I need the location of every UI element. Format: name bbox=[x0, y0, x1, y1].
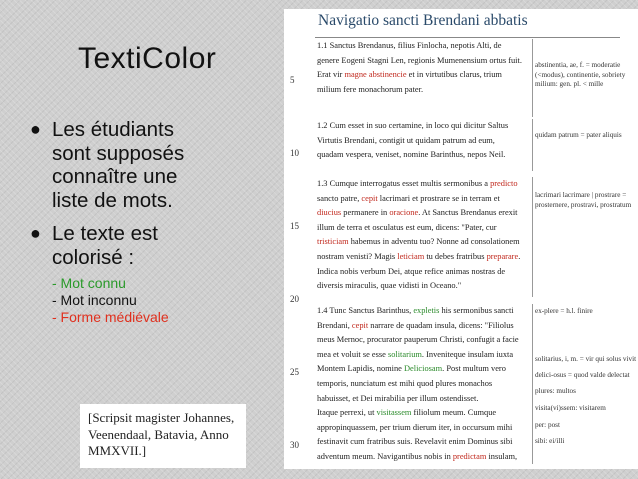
latin-line bbox=[317, 119, 532, 134]
known-word: solitarium bbox=[387, 349, 422, 359]
text-segment: . Post multum vero bbox=[442, 364, 506, 374]
known-word: Deliciosam bbox=[404, 364, 443, 374]
latin-line bbox=[317, 304, 532, 319]
margin-rule bbox=[532, 39, 533, 117]
text-segment: sancto patre, bbox=[317, 193, 362, 203]
bullet-line: sont supposés bbox=[52, 141, 185, 165]
text-segment: meus Mernoc, procurator pauperum Christi, confugit a facie bbox=[317, 335, 519, 345]
text-segment: appropinquassem, per trium dierum iter, in occursum mihi bbox=[317, 422, 513, 432]
latin-line bbox=[317, 362, 532, 377]
gloss-line: quidam patrum = pater aliquis bbox=[535, 131, 622, 139]
margin-gloss bbox=[535, 191, 635, 210]
medieval-form-word: cepit bbox=[351, 320, 369, 330]
bullet-line: Le texte est bbox=[52, 222, 158, 245]
latin-line bbox=[317, 68, 532, 83]
legend-medieval-form: - Forme médiévale bbox=[52, 309, 169, 325]
medieval-form-word: diucius bbox=[317, 208, 342, 218]
text-segment: mea et voluit se esse bbox=[317, 349, 388, 359]
document-page bbox=[284, 9, 638, 469]
text-segment: temporis, nunciatum est mihi quod plures monachos bbox=[317, 378, 493, 388]
text-segment: festinavit cum fratribus suis. Revelavit enim Dominus sibi bbox=[317, 437, 513, 447]
text-segment: narrare de quadam insula, dicens: "Filiolus bbox=[368, 320, 514, 330]
text-segment: habuisset, et Dei mirabilia per illum ostendisset. bbox=[317, 393, 479, 403]
latin-line bbox=[317, 134, 532, 149]
text-segment: illum de terra et osculatus est eum, dicens: "Pater, cur bbox=[317, 222, 497, 232]
latin-line bbox=[317, 221, 532, 236]
latin-line bbox=[317, 435, 532, 450]
latin-paragraph bbox=[317, 39, 532, 97]
text-segment: Erat vir bbox=[317, 70, 345, 80]
latin-line bbox=[317, 450, 532, 465]
text-segment: genere Eogeni Stagni Len, regionis Mumenensium ortus fuit. bbox=[317, 55, 522, 65]
gloss-line: plures: multos bbox=[535, 387, 576, 395]
latin-line bbox=[317, 192, 532, 207]
latin-line bbox=[317, 177, 532, 192]
text-segment: insulam, bbox=[486, 451, 518, 461]
gloss-line: sibi: ei/illi bbox=[535, 437, 565, 445]
line-number: 15 bbox=[290, 221, 299, 231]
text-segment: adventum meum. Navigantibus nobis in bbox=[317, 451, 453, 461]
latin-line bbox=[317, 250, 532, 265]
text-segment: 1.2 Cum esset in suo certamine, in loco qui dicitur Saltus bbox=[317, 121, 509, 130]
text-segment: 1.3 Cumque interrogatus esset multis sermonibus a bbox=[317, 179, 491, 188]
line-number: 25 bbox=[290, 367, 299, 377]
latin-line bbox=[317, 54, 532, 69]
latin-line bbox=[317, 83, 532, 98]
gloss-line: solitarius, i, m. = vir qui solus vivit bbox=[535, 355, 637, 363]
latin-paragraph bbox=[317, 304, 532, 465]
margin-gloss bbox=[535, 404, 635, 414]
document-title: Navigatio sancti Brendani abbatis bbox=[318, 12, 528, 29]
line-number: 5 bbox=[290, 75, 295, 85]
bullet-line: Les étudiants bbox=[52, 118, 174, 141]
text-segment: tu debes fratribus bbox=[424, 251, 487, 261]
text-segment: Brendani, bbox=[317, 320, 352, 330]
text-segment: nostram venisti? Magis bbox=[317, 251, 398, 261]
latin-line bbox=[317, 319, 532, 334]
bullet-dot-icon: ● bbox=[30, 119, 41, 139]
text-segment: Montem Lapidis, nomine bbox=[317, 364, 404, 374]
margin-gloss bbox=[535, 371, 635, 381]
citation-line: [Scripsit magister Johannes, bbox=[88, 410, 235, 425]
line-number: 20 bbox=[290, 294, 299, 304]
text-segment: Virtutis Brendani, contigit ut quidam patrum ad eum, bbox=[317, 135, 495, 145]
line-number: 30 bbox=[290, 440, 299, 450]
margin-gloss bbox=[535, 437, 635, 447]
bullet-dot-icon: ● bbox=[30, 223, 41, 243]
latin-line bbox=[317, 348, 532, 363]
bullet-item bbox=[30, 222, 280, 326]
latin-line bbox=[317, 148, 532, 163]
line-number: 10 bbox=[290, 148, 299, 158]
latin-line bbox=[317, 279, 532, 294]
known-word: expletis bbox=[413, 306, 440, 315]
margin-rule bbox=[532, 177, 533, 297]
text-segment: . bbox=[518, 251, 521, 261]
margin-gloss bbox=[535, 307, 635, 317]
bullet-line: colorisé : bbox=[52, 245, 135, 269]
bullet-list bbox=[30, 118, 280, 326]
text-segment: . Inveniteque insulam iuxta bbox=[421, 349, 514, 359]
text-segment: diversis miraculis, quae vidisti in Oceano." bbox=[317, 281, 462, 291]
margin-gloss bbox=[535, 387, 635, 397]
text-segment: et in virtutibus clarus, trium bbox=[406, 70, 502, 80]
latin-line bbox=[317, 265, 532, 280]
slide-title: TextiColor bbox=[78, 42, 217, 75]
medieval-form-word: magne abstinencie bbox=[344, 70, 407, 80]
gloss-line: visita(vi)ssem: visitarem bbox=[535, 404, 606, 412]
legend-unknown-word: - Mot inconnu bbox=[52, 292, 137, 308]
text-segment: milium fere monachorum pater. bbox=[317, 84, 424, 94]
text-segment: permanere in bbox=[341, 208, 390, 218]
text-segment: quadam vespera, veniset, nomine Barinthus, nepos Neil. bbox=[317, 150, 506, 160]
medieval-form-word: cepit bbox=[361, 193, 378, 203]
gloss-line: prosternere, prostravi, prostratum bbox=[535, 200, 632, 209]
medieval-form-word: predictam bbox=[452, 451, 487, 461]
title-divider bbox=[315, 37, 620, 38]
margin-rule bbox=[532, 119, 533, 171]
margin-rule bbox=[532, 304, 533, 464]
text-segment: Itaque perrexi, ut bbox=[317, 408, 377, 418]
gloss-line: milium: gen. pl. < mille bbox=[535, 80, 604, 88]
gloss-line: (<modus), continentie, sobriety bbox=[535, 70, 626, 79]
medieval-form-word: leticiam bbox=[397, 251, 425, 261]
gloss-line: ex-plere = h.l. finire bbox=[535, 307, 593, 315]
known-word: visitassem bbox=[376, 408, 412, 418]
latin-paragraph bbox=[317, 119, 532, 163]
bullet-item bbox=[30, 118, 280, 212]
text-segment: his sermonibus sancti bbox=[439, 306, 514, 315]
text-segment: lacrimari et prostrare se in terram et bbox=[377, 193, 500, 203]
margin-gloss bbox=[535, 355, 635, 365]
latin-line bbox=[317, 39, 532, 54]
latin-line bbox=[317, 377, 532, 392]
text-segment: Indica nobis verbum Dei, atque refice animas nostras de bbox=[317, 266, 506, 276]
gloss-line: per: post bbox=[535, 421, 560, 429]
gloss-line: abstinentia, ae, f. = moderatie bbox=[535, 61, 621, 69]
color-legend bbox=[52, 275, 280, 326]
legend-known-word: - Mot connu bbox=[52, 275, 126, 291]
bullet-line: connaître une bbox=[52, 165, 178, 188]
latin-line bbox=[317, 406, 532, 421]
latin-line bbox=[317, 333, 532, 348]
citation-line: Veenendaal, Batavia, Anno bbox=[88, 426, 229, 442]
latin-line bbox=[317, 206, 532, 221]
margin-gloss bbox=[535, 131, 635, 141]
medieval-form-word: oracione bbox=[389, 208, 419, 218]
latin-line bbox=[317, 392, 532, 407]
latin-line bbox=[317, 421, 532, 436]
bullet-line: liste de mots. bbox=[52, 188, 173, 212]
citation-line: MMXVII.] bbox=[88, 443, 147, 458]
gloss-line: delici-osus = quod valde delectat bbox=[535, 371, 630, 379]
medieval-form-word: tristiciam bbox=[317, 237, 349, 247]
medieval-form-word: predicto bbox=[490, 179, 518, 188]
margin-gloss bbox=[535, 61, 635, 90]
gloss-line: lacrimari lacrimare | prostrare = bbox=[535, 191, 627, 199]
latin-line bbox=[317, 235, 532, 250]
text-segment: 1.1 Sanctus Brendanus, filius Finlocha, nepotis Alti, de bbox=[317, 41, 502, 50]
margin-gloss bbox=[535, 421, 635, 431]
text-segment: 1.4 Tunc Sanctus Barinthus, bbox=[317, 306, 414, 315]
text-segment: habemus in adventu tuo? Nonne ad consolationem bbox=[348, 237, 520, 247]
text-segment: . At Sanctus Brendanus erexit bbox=[418, 208, 518, 218]
latin-paragraph bbox=[317, 177, 532, 294]
text-segment: filiolum meum. Cumque bbox=[411, 408, 497, 418]
medieval-form-word: preparare bbox=[486, 251, 519, 261]
citation-box bbox=[80, 404, 246, 468]
